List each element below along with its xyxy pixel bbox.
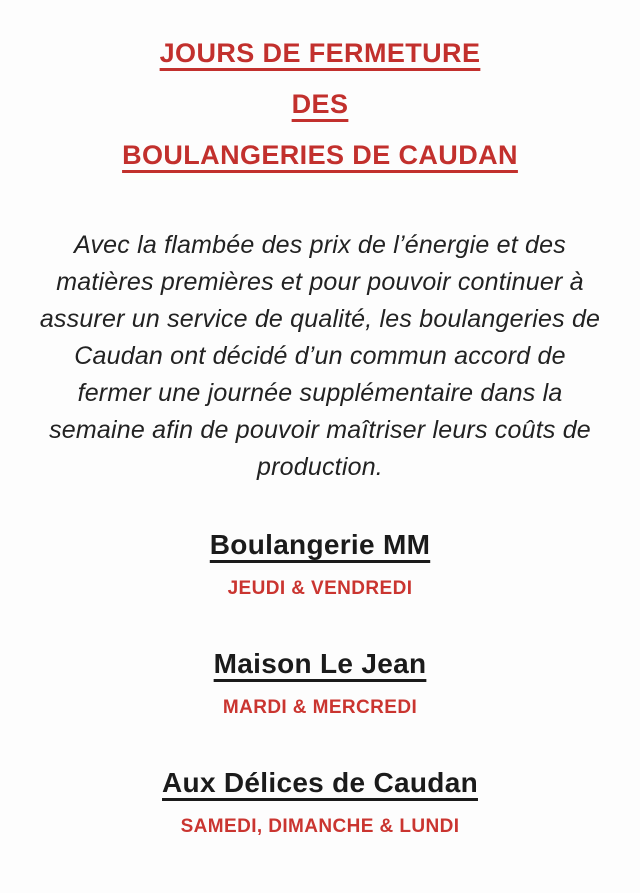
bakery-closed-days: SAMEDI, DIMANCHE & LUNDI <box>180 816 460 837</box>
bakery-section-aux-delices-de-caudan <box>0 766 640 839</box>
bakery-section-maison-le-jean <box>0 647 640 720</box>
title-line-3: BOULANGERIES DE CAUDAN <box>122 140 518 170</box>
bakery-name: Aux Délices de Caudan <box>162 767 478 798</box>
bakery-closed-days: MARDI & MERCREDI <box>222 697 418 718</box>
intro-paragraph <box>0 227 640 486</box>
bakery-name-heading <box>0 528 640 564</box>
bakery-name-heading <box>0 766 640 802</box>
title-line-1: JOURS DE FERMETURE <box>159 38 481 68</box>
notice-title <box>0 0 640 183</box>
title-line-1-wrap <box>0 30 640 81</box>
title-line-3-wrap <box>0 132 640 183</box>
intro-line-4: Caudan ont décidé d’un commun accord de <box>74 342 566 370</box>
intro-line-5: fermer une journée supplémentaire dans la <box>77 379 563 407</box>
title-line-2-wrap <box>0 81 640 132</box>
intro-line-6: semaine afin de pouvoir maîtriser leurs coûts de <box>49 416 591 444</box>
intro-line-1: Avec la flambée des prix de l’énergie et des <box>74 231 566 259</box>
bakery-name-heading <box>0 647 640 683</box>
bakery-name: Maison Le Jean <box>213 648 427 679</box>
bakery-section-boulangerie-mm <box>0 528 640 601</box>
intro-line-7: production. <box>257 453 383 481</box>
bakery-closed-days: JEUDI & VENDREDI <box>227 578 413 599</box>
intro-line-3: assurer un service de qualité, les boulangeries de <box>39 305 601 333</box>
bakery-name: Boulangerie MM <box>209 529 431 560</box>
intro-line-2: matières premières et pour pouvoir continuer à <box>56 268 584 296</box>
title-line-2: DES <box>291 89 349 119</box>
